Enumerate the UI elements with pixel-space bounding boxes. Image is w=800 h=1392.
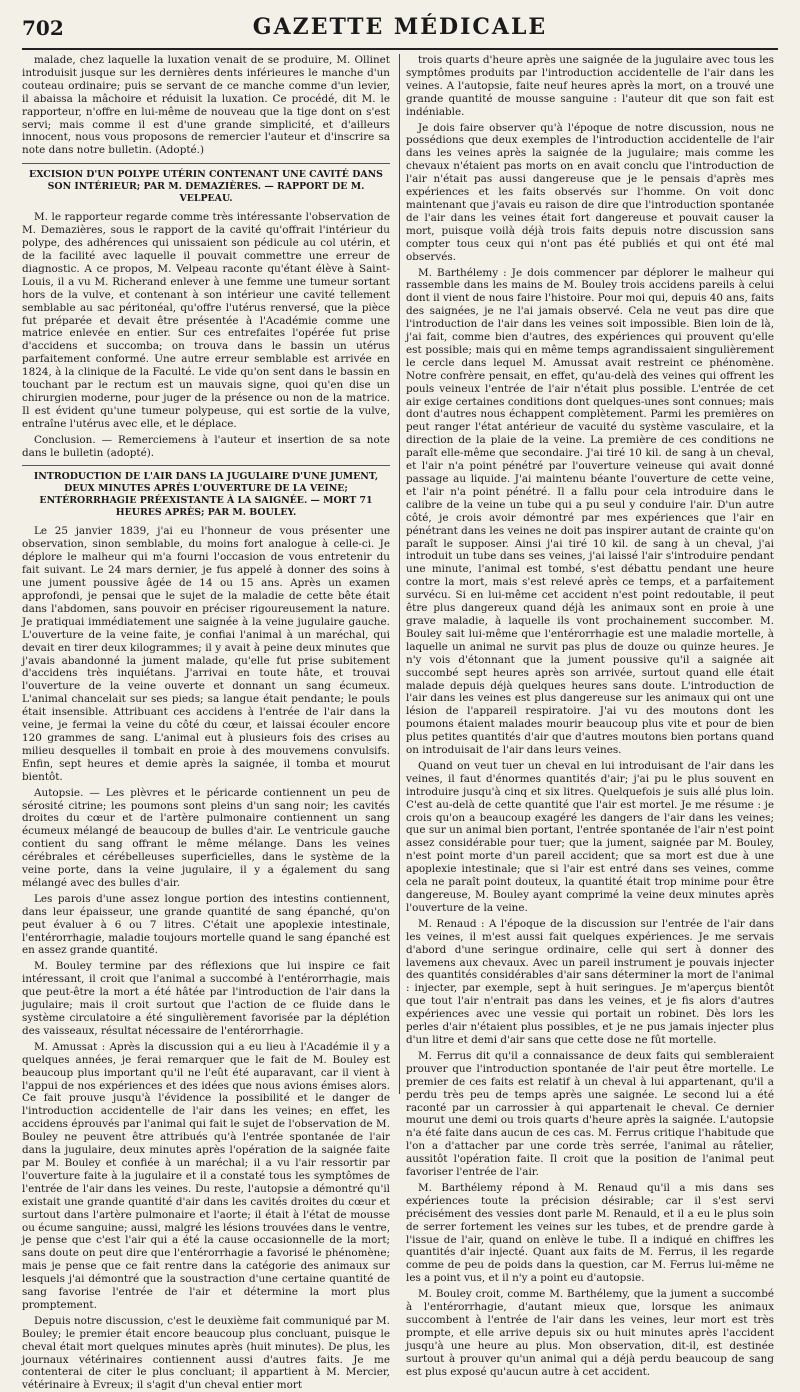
paragraph: malade, chez laquelle la luxation venait de se produire, M. Ollinet introduisit jusque sur les dernières dents inférieures le manche d'un couteau ordinaire; puis se servant de ce manche comme d'un levier, il abaissa la mâchoire et réduisit la luxation. Ce procédé, dit M. le rapporteur, n'offre en lui-même de nouveau que la tige dont on s'est servi; mais comme il est d'une grande simplicité, et d'ailleurs innocent, nous vous proposons de remercier l'auteur et d'inscrire sa note dans notre bulletin. (Adopté.) <box>22 54 390 157</box>
paragraph: M. Amussat : Après la discussion qui a eu lieu à l'Académie il y a quelques années, je ferai remarquer que le fait de M. Bouley est beaucoup plus important qu'il ne l'eût été auparavant, car il vient à l'appui de nos expériences et des idées que nous avions émises alors. Ce fait prouve jusqu'à l'évidence la possibilité et le danger de l'introduction accidentelle de l'air dans les veines; en effet, les accidens éprouvés par l'animal qui fait le sujet de l'observation de M. Bouley ne peuvent être attribués qu'à l'entrée spontanée de l'air dans la jugulaire, deux minutes après l'opération de la saignée faite par M. Bouley et confiée à un maréchal; il a vu l'air ressortir par l'ouverture faite à la jugulaire et il a constaté tous les symptômes de l'entrée de l'air dans les veines. Du reste, l'autopsie a démontré qu'il existait une grande quantité d'air dans les cavités droites du cœur et surtout dans l'artère pulmonaire et l'aorte; il était à l'état de mousse ou écume sanguine; aussi, malgré les lésions trouvées dans le ventre, je pense que c'est l'air qui a été la cause occasionnelle de la mort; sans doute on peut dire que l'entérorrhagie a favorisé le phénomène; mais je pense que ce fait rentre dans la catégorie des animaux sur lesquels j'ai démontré que la soustraction d'une certaine quantité de sang favorise l'entrée de l'air et détermine la mort plus promptement. <box>22 1040 390 1311</box>
paragraph: M. Bouley croit, comme M. Barthélemy, que la jument a succombé à l'entérorrhagie, d'autant mieux que, lorsque les animaux succombent à l'entrée de l'air dans les veines, leur mort est très prompte, et elle arrive depuis six ou huit minutes après l'accident jusqu'à une heure au plus. Mon observation, dit-il, est destinée surtout à prouver qu'un animal qui a déjà perdu beaucoup de sang est plus exposé qu'aucun autre à cet accident. <box>406 1288 774 1378</box>
paragraph: Conclusion. — Remerciemens à l'auteur et insertion de sa note dans le bulletin (adopté). <box>22 433 390 459</box>
journal-title: GAZETTE MÉDICALE <box>252 14 548 40</box>
right-column <box>406 54 774 1378</box>
page-number: 702 <box>22 16 64 40</box>
column-divider <box>399 54 400 1094</box>
paragraph: M. le rapporteur regarde comme très intéressante l'observation de M. Demazières, sous le rapport de la cavité qu'offrait l'intérieur du polype, des adhérences qui unissaient son pédicule au col utérin, et de la facilité avec laquelle il pouvait commettre une erreur de diagnostic. A ce propos, M. Velpeau raconte qu'étant élève à Saint-Louis, il a vu M. Richerand enlever à une femme une tumeur sortant hors de la vulve, et contenant à son intérieur une cavité tellement semblable au sac péritonéal, qu'offre l'utérus renversé, que la pièce fut préparée et devait être présentée à l'Académie comme une matrice enlevée en entier. Sur ces entrefaites l'opérée fut prise d'accidens et succomba; on trouva dans le bassin un utérus parfaitement conformé. Une autre erreur semblable est arrivée en 1824, à la clinique de la Faculté. Le vide qu'on sent dans le bassin en touchant par le rectum est un mauvais signe, quoi qu'en dise un chirurgien moderne, pour juger de la présence ou non de la matrice. Il est évident qu'une tumeur polypeuse, qui est sortie de la vulve, entraîne l'utérus avec elle, et le déplace. <box>22 211 390 430</box>
paragraph: Autopsie. — Les plèvres et le péricarde contiennent un peu de sérosité citrine; les poumons sont pleins d'un sang noir; les cavités droites du cœur et de l'artère pulmonaire contiennent un sang écumeux mélangé de beaucoup de bulles d'air. Le ventricule gauche contient du sang offrant le même mélange. Dans les veines cérébrales et cérébelleuses superficielles, dans le système de la veine porte, dans la veine jugulaire, il y a également du sang mélangé avec des bulles d'air. <box>22 786 390 889</box>
paragraph: Je dois faire observer qu'à l'époque de notre discussion, nous ne possédions que deux exemples de l'introduction accidentelle de l'air dans les veines après la saignée de la jugulaire; mais comme les chevaux n'étaient pas morts on en avait conclu que l'introduction de l'air n'était pas aussi dangereuse que je le pensais d'après mes expériences et les faits observés sur l'homme. On voit donc maintenant que j'avais eu raison de dire que l'introduction spontanée de l'air dans les veines était fort dangereuse et pouvait causer la mort, puisque voilà déjà trois faits depuis notre discussion sans compter tous ceux qui n'ont pas été publiés et qui ont été mal observés. <box>406 121 774 263</box>
section-heading: INTRODUCTION DE L'AIR DANS LA JUGULAIRE D'UNE JUMENT, DEUX MINUTES APRÈS L'OUVERTURE DE LA VEINE; ENTÉRORRHAGIE PRÉEXISTANTE À LA SAIGNÉE. — MORT 71 HEURES APRÈS; PAR M. BOULEY. <box>22 465 390 519</box>
paragraph: M. Barthélemy répond à M. Renaud qu'il a mis dans ses expériences toute la précision désirable; car il s'est servi précisément des vessies dont parle M. Renauld, et il a eu le plus soin de serrer fortement les veines sur les tubes, et de prendre garde à l'issue de l'air, quand on enlève le tube. Il a indiqué en chiffres les quantités d'air injecté. Quant aux faits de M. Ferrus, il les regarde comme de peu de poids dans la question, car M. Ferrus lui-même ne les a point vus, et il n'y a point eu d'autopsie. <box>406 1181 774 1285</box>
paragraph: M. Ferrus dit qu'il a connaissance de deux faits qui sembleraient prouver que l'introduction spontanée de l'air peut être mortelle. Le premier de ces faits est relatif à un cheval à lui appartenant, qu'il a perdu très peu de temps après une saignée. Le second lui a été raconté par un carrossier à qui appartenait le cheval. Ce dernier mourut une demi ou trois quarts d'heure après la saignée. L'autopsie n'a été faite dans aucun de ces cas. M. Ferrus critique l'habitude que l'on a d'attacher par une corde très serrée, l'animal au râtelier, aussitôt l'opération faite. Il croit que la position de l'animal peut favoriser l'entrée de l'air. <box>406 1049 774 1179</box>
paragraph: M. Bouley termine par des réflexions que lui inspire ce fait intéressant, il croit que l'animal a succombé à l'entérorrhagie, mais que peut-être la mort a été hâtée par l'introduction de l'air dans la jugulaire; mais il croit surtout que l'action de ce fluide dans le système circulatoire a été singulièrement favorisée par la déplétion des vaisseaux, résultat nécessaire de l'entérorrhagie. <box>22 960 390 1037</box>
left-column <box>22 54 390 1392</box>
paragraph: Quand on veut tuer un cheval en lui introduisant de l'air dans les veines, il faut d'énormes quantités d'air; j'ai pu le plus souvent en introduire jusqu'à cinq et six litres. Quelquefois je suis allé plus loin. C'est au-delà de cette quantité que l'air est mortel. Je me résume : je crois qu'on a beaucoup exagéré les dangers de l'air dans les veines; que sur un animal bien portant, l'entrée spontanée de l'air n'est point assez considérable pour tuer; que la jument, saignée par M. Bouley, n'est point morte d'un pareil accident; que sa mort est due à une apoplexie intestinale; que si l'air est entré dans ses veines, comme cela ne paraît point douteux, la quantité était trop minime pour être dangereuse, M. Bouley ayant comprimé la veine deux minutes après l'ouverture de la veine. <box>406 759 774 914</box>
paragraph: trois quarts d'heure après une saignée de la jugulaire avec tous les symptômes produits par l'introduction accidentelle de l'air dans les veines. A l'autopsie, faite neuf heures après la mort, on a trouvé une grande quantité de mousse sanguine : l'auteur dit que son fait est indéniable. <box>406 54 774 118</box>
paragraph: Depuis notre discussion, c'est le deuxième fait communiqué par M. Bouley; le premier était encore beaucoup plus concluant, puisque le cheval était mort quelques minutes après (huit minutes). De plus, les journaux vétérinaires contiennent aussi d'autres faits. Je me contenterai de citer le plus concluant; il appartient à M. Mercier, vétérinaire à Evreux; il s'agit d'un cheval entier mort <box>22 1314 390 1392</box>
paragraph: M. Renaud : A l'époque de la discussion sur l'entrée de l'air dans les veines, il m'est aussi fait quelques expériences. Je me servais d'abord d'une seringue ordinaire, celle qui sert à donner des lavemens aux chevaux. Avec un pareil instrument je pouvais injecter des quantités considérables d'air sans déterminer la mort de l'animal : injecter, par exemple, sept à huit seringues. Je m'aperçus bientôt que tout l'air n'entrait pas dans les veines, et je fis alors d'autres expériences avec une vessie qui portait un robinet. Dès lors les perles d'air n'étaient plus possibles, et je ne pus jamais injecter plus d'un litre et demi d'air sans que cette dose ne fût mortelle. <box>406 917 774 1046</box>
paragraph: M. Barthélemy : Je dois commencer par déplorer le malheur qui rassemble dans les mains de M. Bouley trois accidens pareils à celui dont il vient de nous faire l'histoire. Pour moi qui, depuis 40 ans, faits des saignées, je ne l'ai jamais observé. Cela ne veut pas dire que l'introduction de l'air dans les veines soit impossible. Bien loin de là, j'ai fait, comme bien d'autres, des expériences qui prouvent qu'elle est possible; mais qui en même temps agrandissaient singulièrement le cercle dans lequel M. Amussat avait restreint ce phénomène. Notre confrère pensait, en effet, qu'au-delà des veines qui offrent les pouls veineux l'entrée de l'air n'était plus possible. L'entrée de cet air exige certaines conditions dont quelques-unes sont connues; mais dont d'autres nous échappent complètement. Parmi les premières on peut ranger l'état antérieur de vacuité du système vasculaire, et la direction de la plaie de la veine. La première de ces conditions ne paraît elle-même que secondaire. J'ai tiré 10 kil. de sang à un cheval, et l'air n'a point pénétré par l'ouverture veineuse qui avait donné passage au liquide. J'ai maintenu béante l'ouverture de cette veine, et l'air n'a point pénétré. Il a fallu pour cela introduire dans le calibre de la veine un tube qui a pu seul y conduire l'air. D'un autre côté, je crois avoir démontré par mes expériences que l'air en pénétrant dans les veines ne doit pas inspirer autant de crainte qu'on paraît le supposer. Ainsi j'ai tiré 10 kil. de sang à un cheval, j'ai introduit un tube dans ses veines, j'ai laissé l'air s'introduire pendant une minute, l'animal est tombé, s'est débattu pendant une heure contre la mort, mais s'est relevé après ce temps, et a parfaitement survécu. Si en lui-même cet accident n'est point redoutable, il peut être plus dangereux quand déjà les animaux sont en proie à une grave maladie, à laquelle ils vont prochainement succomber. M. Bouley sait lui-même que l'entérorrhagie est une maladie mortelle, à laquelle un animal ne survit pas plus de douze ou quinze heures. Je n'y vois d'étonnant que la jument poussive qu'il a saignée ait succombé sept heures après son arrivée, surtout quand elle était malade depuis déjà quelques heures sans doute. L'introduction de l'air dans les veines est plus dangereuse sur les animaux qui ont une lésion de l'appareil respiratoire. J'ai vu des moutons dont les poumons étaient malades mourir beaucoup plus vite et pour de bien plus petites quantités d'air que d'autres moutons bien portans quand on introduisait de l'air dans leurs veines. <box>406 266 774 757</box>
section-heading: EXCISION D'UN POLYPE UTÉRIN CONTENANT UNE CAVITÉ DANS SON INTÉRIEUR; PAR M. DEMAZIÈRES. — RAPPORT DE M. VELPEAU. <box>22 163 390 205</box>
page-header <box>22 14 778 50</box>
paragraph: Le 25 janvier 1839, j'ai eu l'honneur de vous présenter une observation, sinon semblable, du moins fort analogue à celle-ci. Je déplore le malheur qui m'a fourni l'occasion de vous entretenir du fait suivant. Le 24 mars dernier, je fus appelé à donner des soins à une jument poussive âgée de 14 ou 15 ans. Après un examen approfondi, je pensai que le sujet de la maladie de cette bête était dans l'abdomen, sans pouvoir en préciser rigoureusement la nature. Je pratiquai immédiatement une saignée à la veine jugulaire gauche. L'ouverture de la veine faite, je confiai l'animal à un maréchal, qui devait en tirer deux kilogrammes; il y avait à peine deux minutes que j'avais abandonné la jument malade, qu'elle fut prise subitement d'accidens très inquiétans. J'arrivai en toute hâte, et trouvai l'ouverture de la veine ouverte et donnant un sang écumeux. L'animal chancelait sur ses pieds; sa langue était pendante; le pouls était insensible. Attribuant ces accidens à l'entrée de l'air dans la veine, je fermai la veine du côté du cœur, et laissai écouler encore 120 grammes de sang. L'animal eut à plusieurs fois des crises au milieu desquelles il tombait en proie à des mouvemens convulsifs. Enfin, sept heures et demie après la saignée, il tomba et mourut bientôt. <box>22 525 390 783</box>
paragraph: Les parois d'une assez longue portion des intestins contiennent, dans leur épaisseur, une grande quantité de sang épanché, qu'on peut évaluer à 6 ou 7 litres. C'était une apoplexie intestinale, l'entérorrhagie, maladie toujours mortelle quand le sang épanché est en assez grande quantité. <box>22 892 390 957</box>
